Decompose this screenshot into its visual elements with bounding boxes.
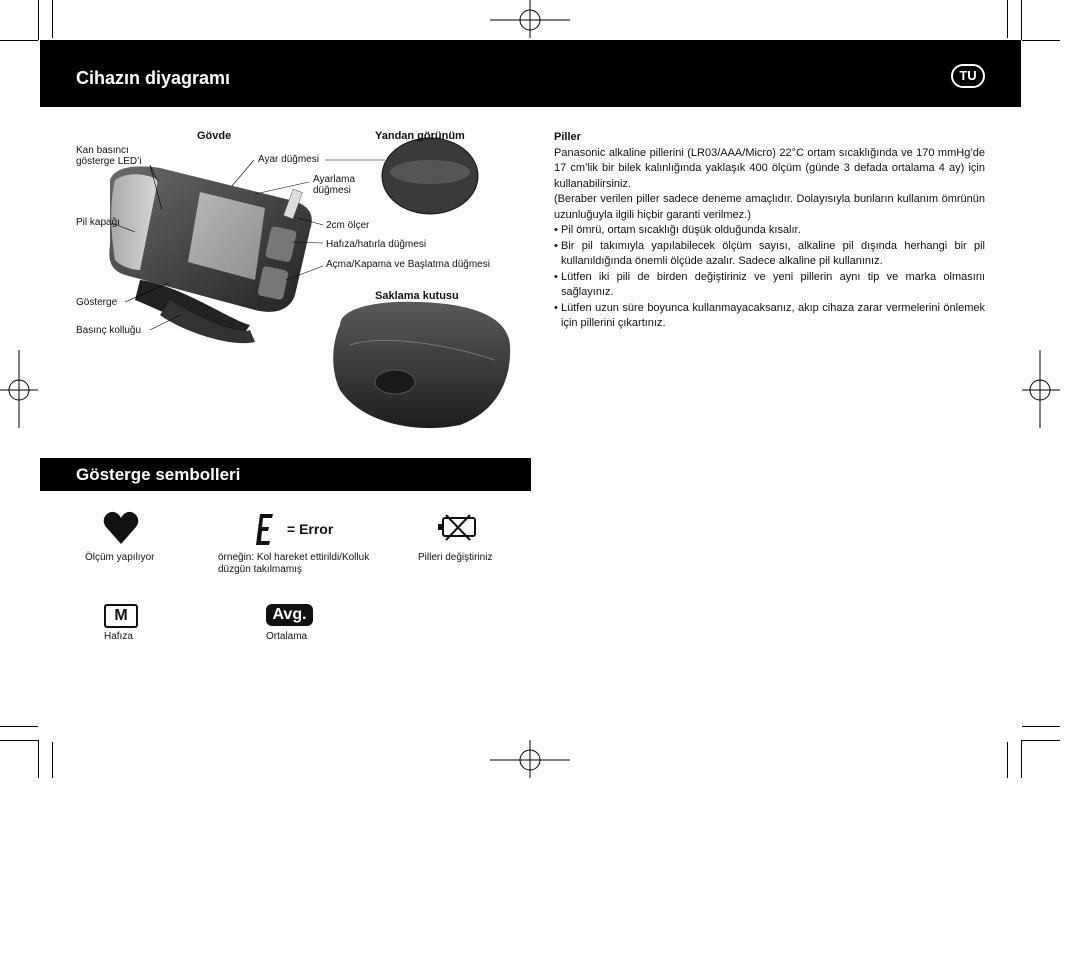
batteries-section (554, 130, 985, 332)
batteries-title: Piller (554, 131, 581, 143)
page-title: Cihazın diyagramı (76, 68, 231, 88)
average-caption: Ortalama (266, 631, 308, 642)
language-badge: TU (951, 64, 985, 88)
label-storage-box: Saklama kutusu (375, 290, 459, 302)
list-item: • Pil ömrü, ortam sıcaklığı düşük olduğunda kısalır. (554, 223, 985, 239)
list-item: • Bir pil takımıyla yapılabilecek ölçüm sayısı, alkaline pil dışında herhangi bir pil kullanıldığında önemli ölçüde azalır. Sadece alkaline pil kullanınız. (554, 239, 985, 270)
bullet-text: Pil ömrü, ortam sıcaklığı düşük olduğunda kısalır. (561, 224, 801, 236)
label-memory-button: Hafıza/hatırla düğmesi (326, 239, 427, 250)
symbols-title: Gösterge sembolleri (76, 465, 241, 484)
label-set-button: Ayar düğmesi (258, 154, 319, 165)
label-adjust-button-2: düğmesi (313, 185, 351, 196)
batteries-paragraph-2: (Beraber verilen piller sadece deneme amaçlıdır. Dolayısıyla bunların kullanım ömrünün uzunluğuyla ilgili hiçbir garanti verilmez.) (554, 193, 985, 221)
bullet-text: Bir pil takımıyla yapılabilecek ölçüm sayısı, alkaline pil dışında herhangi bir pil kullanıldığında önemli ölçüde azalır. Sadece alkaline pil kullanınız. (561, 239, 985, 267)
symbols-header-bar (40, 458, 531, 491)
label-cuff: Basınç kolluğu (76, 325, 142, 336)
label-body: Gövde (197, 130, 232, 142)
error-caption-1: örneğin: Kol hareket ettirildi/Kolluk (218, 552, 370, 563)
label-adjust-button-1: Ayarlama (313, 174, 356, 185)
label-battery-cover: Pil kapağı (76, 217, 120, 228)
device-illustration (40, 120, 530, 440)
registration-mark-bottom (490, 740, 570, 780)
label-side-view: Yandan görünüm (375, 130, 465, 142)
list-item: • Lütfen uzun süre boyunca kullanmayacaksanız, akıp cihaza zarar vermelerini önlemek için pillerini çıkartınız. (554, 301, 985, 332)
label-gauge: 2cm ölçer (326, 220, 370, 231)
error-caption-2: düzgün takılmamış (218, 564, 302, 575)
label-bp-led-2: gösterge LED’i (76, 156, 142, 167)
batteries-paragraph-1: Panasonic alkaline pillerini (LR03/AAA/Micro) 22°C ortam sıcaklığında ve 170 mmHg’de 17 cm’lik bir bilek kalınlığında yaklaşık 400 ölçüm (günde 3 defada ortalama 4 ay) için kullanabilirsiniz. (554, 146, 985, 190)
label-bp-led-1: Kan basıncı (76, 145, 129, 156)
error-e-icon (254, 513, 276, 547)
battery-icon (436, 514, 480, 542)
label-power-button: Açma/Kapama ve Başlatma düğmesi (326, 259, 490, 270)
memory-icon: M (104, 604, 138, 628)
battery-caption: Pilleri değiştiriniz (418, 552, 493, 563)
memory-caption: Hafıza (104, 631, 133, 642)
registration-mark-right (1020, 350, 1060, 430)
heart-icon (103, 511, 139, 545)
bullet-text: Lütfen iki pili de birden değiştiriniz ve yeni pillerin aynı tip ve marka olmasını sağlayınız. (561, 270, 985, 298)
error-label: = Error (287, 521, 334, 537)
list-item: • Lütfen iki pili de birden değiştiriniz ve yeni pillerin aynı tip ve marka olmasını sağlayınız. (554, 270, 985, 301)
header-bar (40, 40, 1021, 107)
registration-mark-top (490, 0, 570, 40)
average-icon: Avg. (266, 604, 313, 626)
heart-caption: Ölçüm yapılıyor (85, 552, 155, 563)
label-display: Gösterge (76, 297, 118, 308)
registration-mark-left (0, 350, 40, 430)
bullet-text: Lütfen uzun süre boyunca kullanmayacaksanız, akıp cihaza zarar vermelerini önlemek için pillerini çıkartınız. (561, 301, 985, 329)
